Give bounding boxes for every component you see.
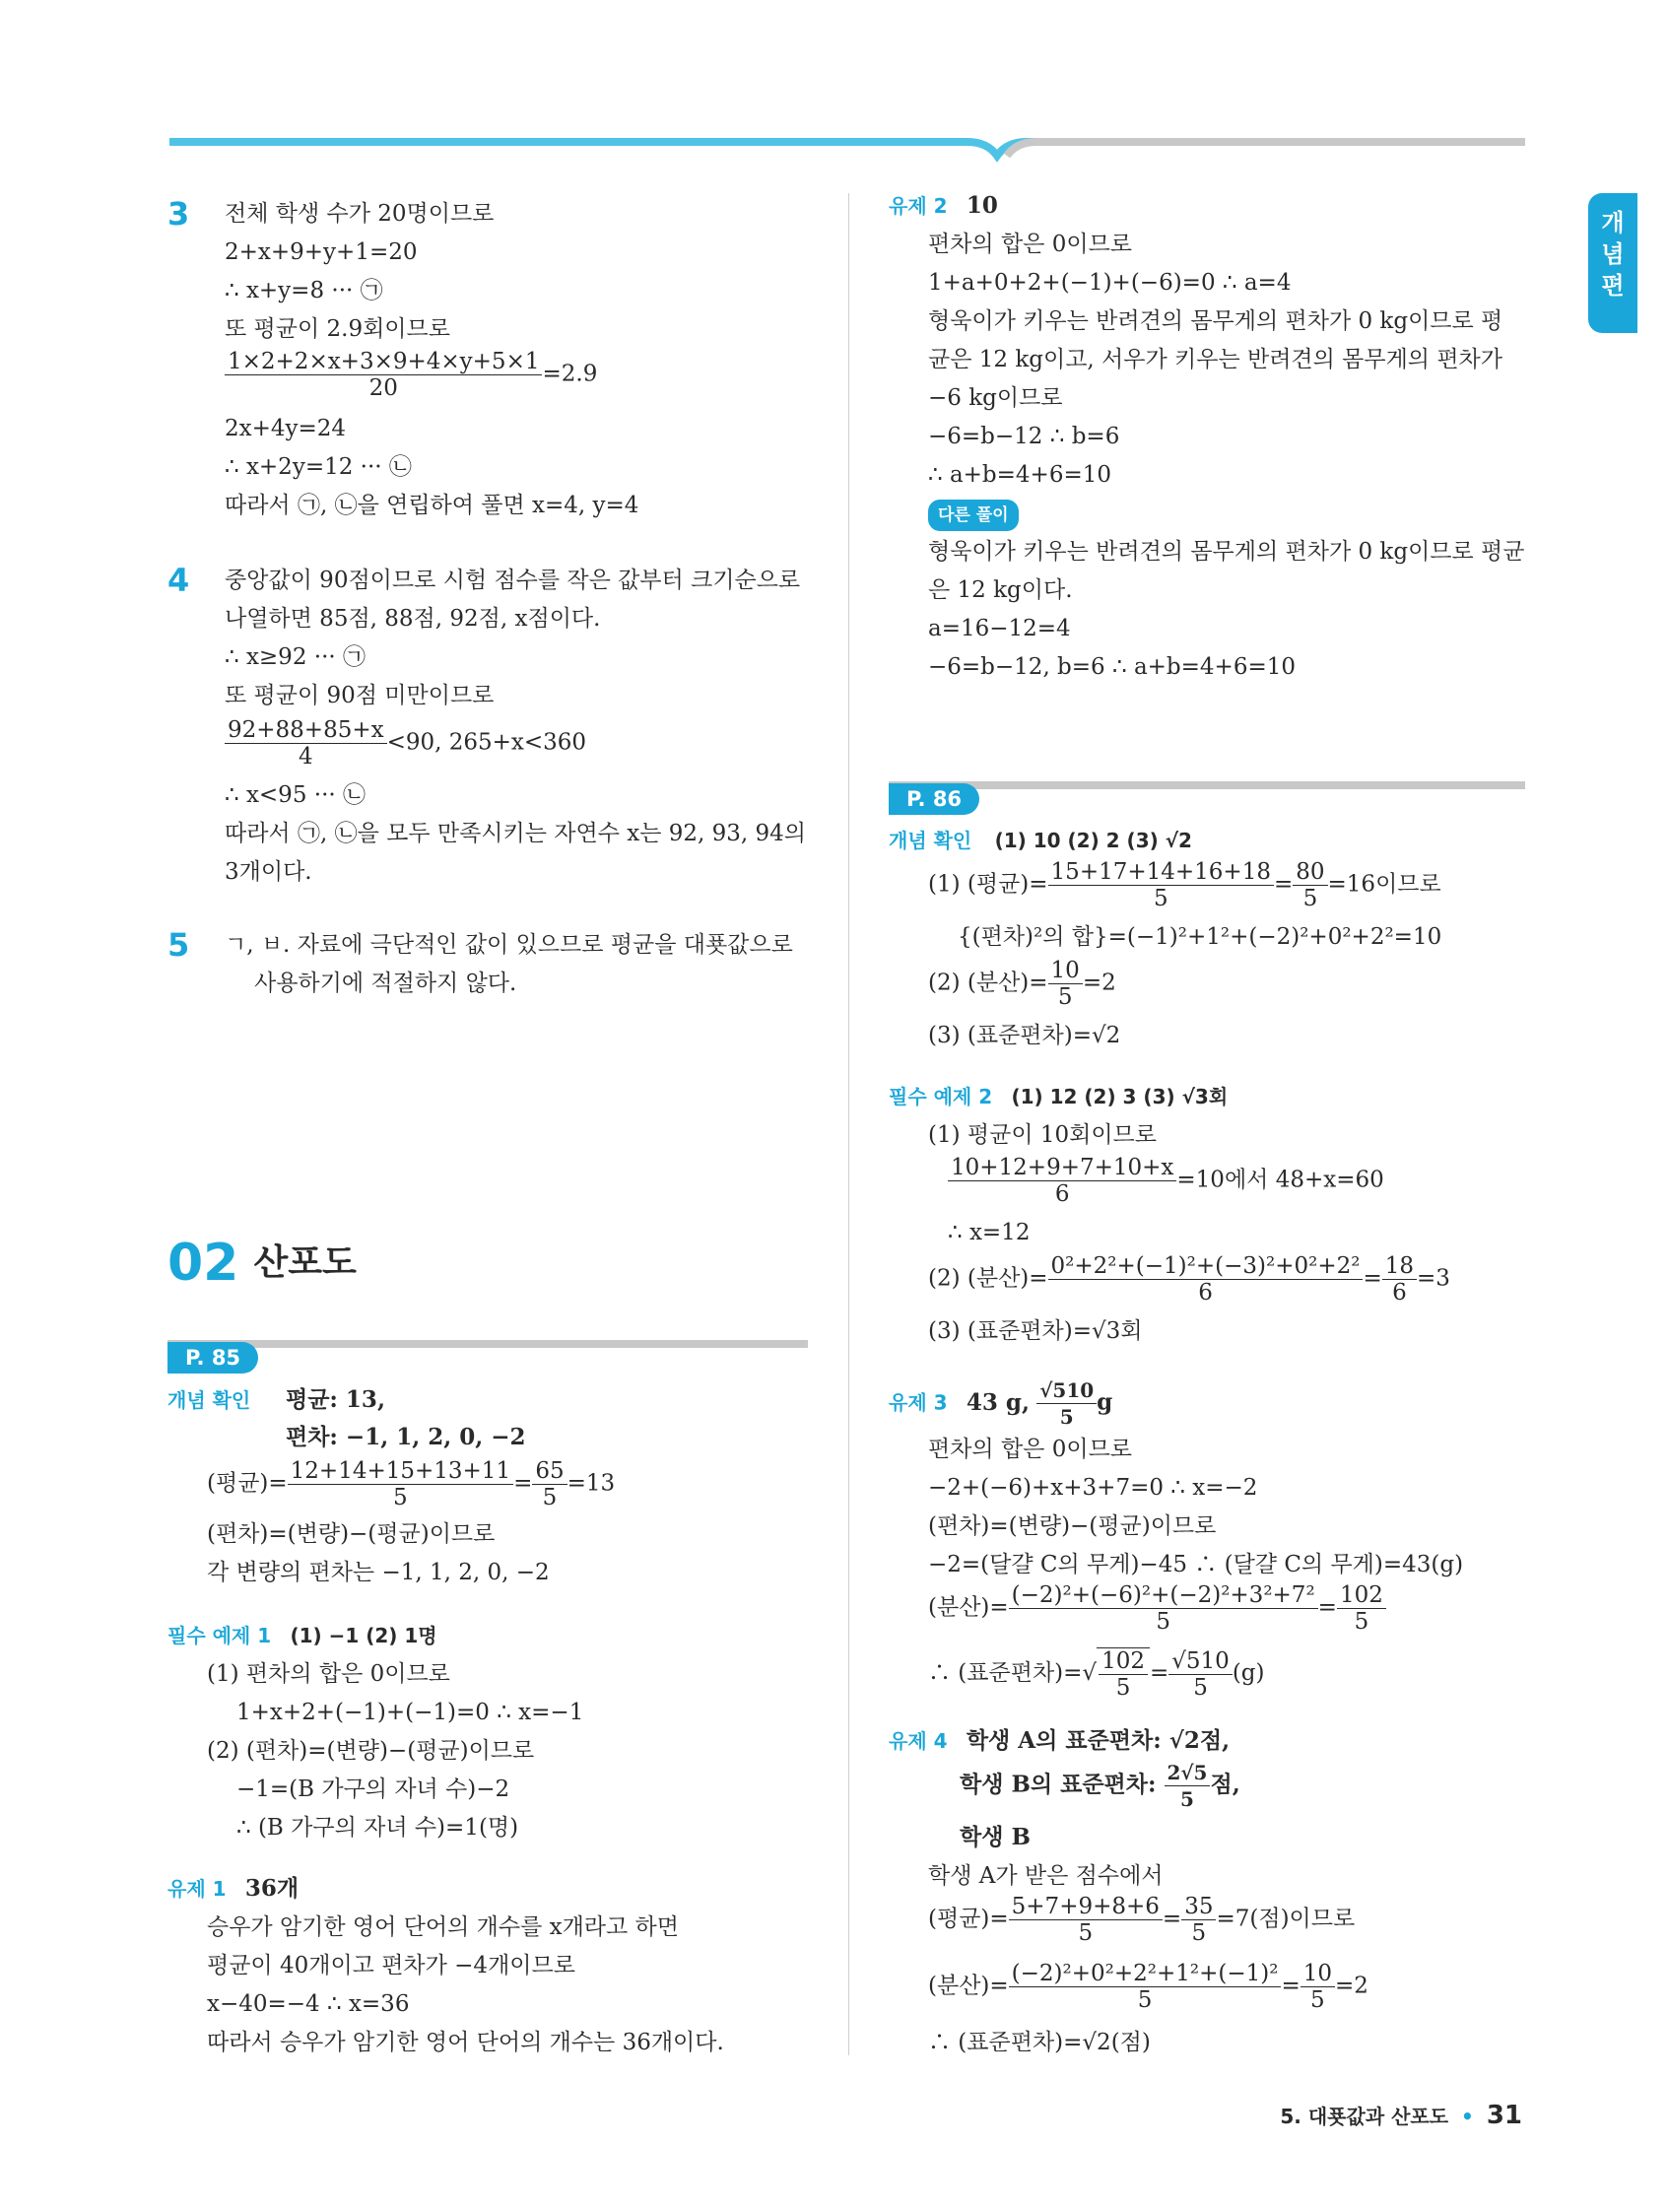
side-tab-text: 개념편 [1601, 209, 1625, 300]
text-line: (1) 평균이 10회이므로 [928, 1122, 1157, 1148]
text-line: 각 변량의 편차는 −1, 1, 2, 0, −2 [207, 1560, 550, 1585]
text-line: −6 kg이므로 [928, 385, 1063, 411]
fraction-line: (1) (평균)= $\frac{15+17+14+16+18}{5}$ = $\frac{80}{5}$ =16이므로 [928, 859, 1441, 911]
text-line: 중앙값이 90점이므로 시험 점수를 작은 값부터 크기순으로 [225, 568, 801, 593]
text-line: 편차의 합은 0이므로 [928, 1437, 1132, 1462]
page-ref-pill: P. 86 [889, 783, 979, 815]
text-line: (편차)=(변량)−(평균)이므로 [928, 1513, 1217, 1539]
fraction-line: $\frac{92+88+85+x}{4}$ <90, 265+x<360 [225, 717, 586, 770]
text-line: (1) 편차의 합은 0이므로 [207, 1661, 450, 1687]
fraction-line: (분산)= $\frac{\text{(−2)²+(−6)²+(−2)²+3²+7²}}{5}$ = $\frac{102}{5}$ [928, 1582, 1386, 1635]
section-title: 산포도 [253, 1242, 357, 1283]
column-divider [848, 193, 849, 2055]
fraction-line: ∴ (표준편차)=√ $\frac{102}{5}$ = $\frac{√510}{5}$ (g) [928, 1647, 1265, 1701]
fraction: $\frac{1\times 2+2\times x+3\times 9+4\times y+5\times 1}{20}$ [225, 349, 542, 401]
text-line: (편차)=(변량)−(평균)이므로 [207, 1521, 496, 1547]
text-line: ∴ (표준편차)=√2(점) [928, 2030, 1151, 2055]
alt-solution-badge-row [928, 499, 1019, 531]
text-line: ∴ (B 가구의 자녀 수)=1(명) [236, 1815, 519, 1841]
section-header [167, 1234, 357, 1293]
side-tab [1588, 193, 1637, 333]
problem-number: 3 [167, 195, 190, 233]
header-bar [167, 134, 1527, 173]
text-line: ㄱ, ㅂ. 자료에 극단적인 값이 있으므로 평균을 대푯값으로 [225, 932, 793, 958]
text-line: 따라서 ㉠, ㉡을 모두 만족시키는 자연수 x는 92, 93, 94의 [225, 821, 806, 846]
exercise-header: 유제 2 10 [889, 192, 998, 219]
text-line: 전체 학생 수가 20명이므로 [225, 201, 495, 227]
text-line: ∴ x≥92 ··· ㉠ [225, 644, 367, 670]
text-line: 형욱이가 키우는 반려견의 몸무게의 편차가 0 kg이므로 평 [928, 308, 1503, 334]
text-line: 평균이 40개이고 편차가 −4개이므로 [207, 1953, 575, 1978]
exercise-header: 유제 4 학생 A의 표준편차: √2점, [889, 1727, 1231, 1754]
footer-bullet: • [1461, 2105, 1474, 2128]
text-line: 따라서 ㉠, ㉡을 연립하여 풀면 x=4, y=4 [225, 493, 639, 518]
problem-number: 5 [167, 926, 190, 964]
problem-number: 4 [167, 562, 190, 599]
exercise-header: 유제 1 36개 [167, 1875, 300, 1902]
page-ref-pill: P. 85 [167, 1342, 258, 1374]
text-line: 사용하기에 적절하지 않다. [254, 971, 517, 996]
fraction-line: (평균)= $\frac{5+7+9+8+6}{5}$ = $\frac{35}{5}$ =7(점)이므로 [928, 1894, 1356, 1946]
fraction-line: $\frac{10+12+9+7+10+x}{6}$ =10에서 48+x=60 [948, 1155, 1384, 1207]
page-number: 31 [1486, 2101, 1522, 2130]
exercise-header: 유제 3 43 g, $\frac{√510}{5}$ g [889, 1378, 1113, 1429]
section-rule [889, 781, 1525, 789]
example-header: 필수 예제 2 (1) 12 (2) 3 (3) √3회 [889, 1085, 1229, 1108]
text-line: 2+x+9+y+1=20 [225, 239, 418, 265]
fraction: $\frac{92+88+85+x}{4}$ [225, 717, 387, 770]
text-line: {(편차)²의 합}=(−1)²+1²+(−2)²+0²+2²=10 [958, 924, 1442, 950]
text-line: 1+a+0+2+(−1)+(−6)=0 ∴ a=4 [928, 270, 1292, 296]
text-line: 승우가 암기한 영어 단어의 개수를 x개라고 하면 [207, 1914, 679, 1940]
text-line: (2) (편차)=(변량)−(평균)이므로 [207, 1738, 535, 1764]
text-line: 3개이다. [225, 859, 312, 885]
answer: 학생 B [960, 1824, 1031, 1850]
text-line: −1=(B 가구의 자녀 수)−2 [236, 1776, 510, 1802]
text-line: 따라서 승우가 암기한 영어 단어의 개수는 36개이다. [207, 2030, 724, 2055]
footer [1280, 2101, 1522, 2130]
text-line: a=16−12=4 [928, 616, 1071, 641]
text-line: 2x+4y=24 [225, 416, 347, 441]
text-line: ∴ x<95 ··· ㉡ [225, 782, 367, 808]
answer: 평균: 13, [286, 1386, 385, 1413]
text-line: 또 평균이 90점 미만이므로 [225, 683, 495, 708]
answer: 학생 B의 표준편차: $\frac{2√5}{5}$ 점, [960, 1761, 1240, 1811]
text-line: ∴ a+b=4+6=10 [928, 462, 1111, 488]
footer-chapter: 5. 대푯값과 산포도 [1280, 2105, 1449, 2128]
text-line: 균은 12 kg이고, 서우가 키우는 반려견의 몸무게의 편차가 [928, 347, 1502, 372]
text-line: x−40=−4 ∴ x=36 [207, 1991, 410, 2017]
text-line: 나열하면 85점, 88점, 92점, x점이다. [225, 606, 601, 632]
example-header: 필수 예제 1 (1) −1 (2) 1명 [167, 1624, 437, 1647]
text-line: ∴ x+2y=12 ··· ㉡ [225, 454, 412, 480]
fraction-line: (2) (분산)= $\frac{\text{0²+2²+(−1)²+(−3)²+0²+2²}}{6}$ = $\frac{18}{6}$ =3 [928, 1253, 1450, 1306]
section-rule [167, 1340, 808, 1348]
fraction-line: (평균)= $\frac{12+14+15+13+11}{5}$ = $\frac{65}{5}$ =13 [207, 1458, 616, 1510]
text-line: −6=b−12 ∴ b=6 [928, 424, 1120, 449]
fraction-line: (2) (분산)= $\frac{10}{5}$ =2 [928, 958, 1116, 1010]
text-line: 1+x+2+(−1)+(−1)=0 ∴ x=−1 [236, 1700, 584, 1725]
text-line: 은 12 kg이다. [928, 577, 1073, 603]
concept-check: 개념 확인 [167, 1388, 251, 1412]
text-line: 형욱이가 키우는 반려견의 몸무게의 편차가 0 kg이므로 평균 [928, 539, 1525, 565]
text-line: (3) (표준편차)=√2 [928, 1023, 1121, 1048]
text-line: −6=b−12, b=6 ∴ a+b=4+6=10 [928, 654, 1296, 680]
alt-solution-badge: 다른 풀이 [928, 500, 1019, 531]
text-line: ∴ x=12 [948, 1220, 1031, 1245]
text-line: 편차의 합은 0이므로 [928, 232, 1132, 257]
text-line: −2=(달걀 C의 무게)−45 ∴ (달걀 C의 무게)=43(g) [928, 1552, 1464, 1577]
text-line: −2+(−6)+x+3+7=0 ∴ x=−2 [928, 1475, 1258, 1501]
text-line: 학생 A가 받은 점수에서 [928, 1863, 1164, 1889]
text-line: (3) (표준편차)=√3회 [928, 1318, 1143, 1344]
text-line: ∴ x+y=8 ··· ㉠ [225, 278, 383, 303]
text-line: 또 평균이 2.9회이므로 [225, 316, 450, 342]
concept-check: 개념 확인 (1) 10 (2) 2 (3) √2 [889, 829, 1192, 852]
fraction-line: $\frac{1\times 2+2\times x+3\times 9+4\times y+5\times 1}{20}$ =2.9 [225, 349, 597, 401]
fraction-line: (분산)= $\frac{\text{(−2)²+0²+2²+1²+(−1)²}}{5}$ = $\frac{10}{5}$ =2 [928, 1961, 1368, 2013]
answer: 편차: −1, 1, 2, 0, −2 [286, 1424, 526, 1450]
section-number: 02 [167, 1234, 239, 1293]
